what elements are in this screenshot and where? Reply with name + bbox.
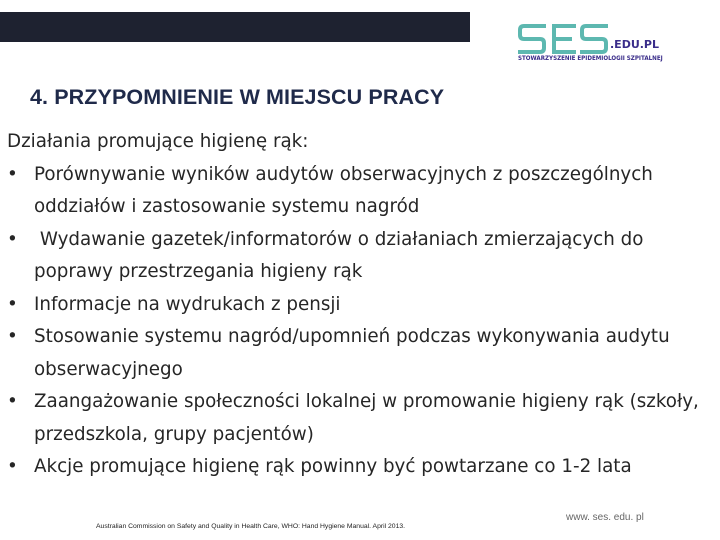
bullet-icon: • bbox=[7, 293, 18, 315]
bullet-icon: • bbox=[7, 228, 18, 250]
slide-content bbox=[7, 126, 715, 484]
list-item bbox=[7, 289, 715, 322]
website-url: www. ses. edu. pl bbox=[566, 512, 644, 523]
bullet-text: Zaangażowanie społeczności lokalnej w promowanie higieny rąk (szkoły, przedszkola, grupy pacjentów) bbox=[34, 391, 699, 445]
list-item bbox=[7, 321, 715, 386]
logo-tagline: STOWARZYSZENIE EPIDEMIOLOGII SZPITALNEJ bbox=[518, 55, 663, 62]
bullet-text: Porównywanie wyników audytów obserwacyjnych z poszczególnych oddziałów i zastosowanie systemu nagród bbox=[34, 163, 653, 217]
bullet-icon: • bbox=[7, 391, 18, 412]
bullet-text: Informacje na wydrukach z pensji bbox=[34, 293, 341, 315]
bullet-text: Wydawanie gazetek/informatorów o działaniach zmierzających do poprawy przestrzegania higieny rąk bbox=[34, 228, 650, 282]
bullet-icon: • bbox=[7, 456, 18, 477]
slide-title: 4. PRZYPOMNIENIE W MIEJSCU PRACY bbox=[30, 85, 445, 109]
bullet-text: Akcje promujące higienę rąk powinny być powtarzane co 1-2 lata bbox=[34, 456, 632, 477]
intro-text: Działania promujące higienę rąk: bbox=[7, 131, 309, 152]
bullet-icon: • bbox=[7, 163, 18, 185]
list-item bbox=[7, 386, 715, 451]
ses-logo bbox=[518, 22, 668, 68]
list-item bbox=[7, 224, 715, 289]
list-item bbox=[7, 159, 715, 224]
header-bar bbox=[0, 12, 470, 42]
logo-domain: .EDU.PL bbox=[610, 38, 660, 51]
bullet-icon: • bbox=[7, 326, 18, 347]
source-citation: Australian Commission on Safety and Quality in Health Care, WHO: Hand Hygiene Manual. April 2013. bbox=[96, 523, 406, 530]
bullet-text: Stosowanie systemu nagród/upomnień podczas wykonywania audytu obserwacyjnego bbox=[34, 326, 670, 380]
list-item bbox=[7, 451, 715, 484]
bullet-list bbox=[7, 159, 715, 484]
